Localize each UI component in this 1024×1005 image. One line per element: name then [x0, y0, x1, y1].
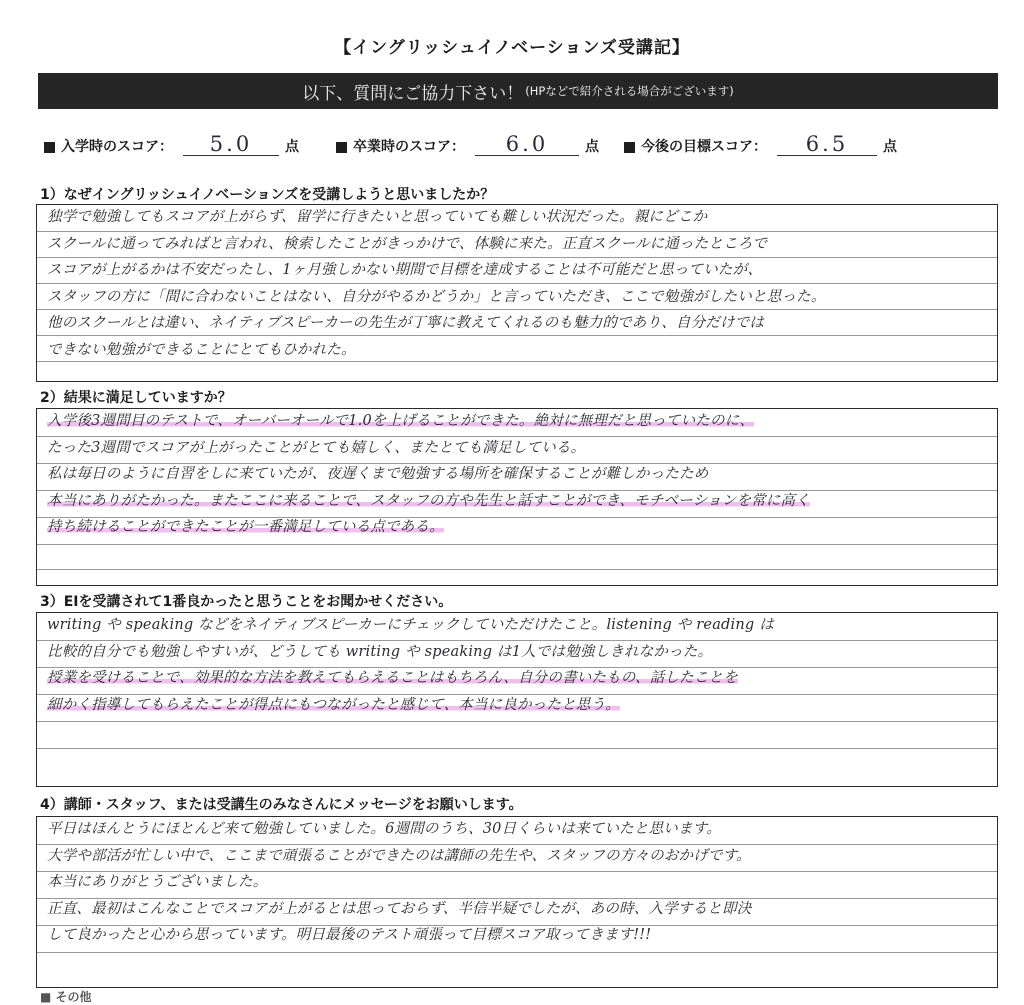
question-1-label: 1）なぜイングリッシュイノベーションズを受講しようと思いましたか？	[40, 187, 495, 203]
answer-line: 独学で勉強してもスコアが上がらず、留学に行きたいと思っていても難しい状況だった。親にどこか	[47, 209, 708, 225]
answer-3-text	[37, 613, 997, 719]
banner-main-text: 以下、質問にご協力下さい！	[302, 83, 524, 104]
answer-line: スタッフの方に「間に合わないことはない、自分がやるかどうか」と言っていただき、ここで勉強がしたいと思った。	[47, 288, 826, 305]
answer-line	[47, 666, 987, 693]
bullet-square-icon	[44, 142, 55, 153]
highlighted-text: 細かく指導してもらえたことが得点にもつながったと感じて、本当に良かったと思う。	[47, 696, 621, 713]
question-2-label: 2）結果に満足していますか？	[40, 390, 232, 406]
graduation-score-value: 6.0	[475, 133, 579, 156]
highlighted-text: 授業を受けることで、効果的な方法を教えてもらえることはもちろん、自分の書いたもの、話したことを	[47, 670, 738, 686]
answer-line: 正直、最初はこんなことでスコアが上がるとは思っておらず、半信半疑でしたが、あの時、入学すると即決	[47, 900, 752, 917]
answer-line: 私は毎日のように自習をしに来ていたが、夜遅くまで勉強する場所を確保することが難しかったため	[47, 466, 709, 482]
answer-line: writing や speaking などをネイティブスピーカーにチェックしていただけたこと。listening や reading は	[47, 617, 774, 633]
answer-line: して良かったと心から思っています。明日最後のテスト頑張って目標スコア取ってきます!!!	[47, 927, 652, 943]
question-4-label: 4）講師・スタッフ、または受講生のみなさんにメッセージをお願いします。	[40, 797, 523, 813]
form-title: 【イングリッシュイノベーションズ受講記】	[334, 38, 690, 58]
answer-line: 本当にありがとうございました。	[47, 874, 268, 890]
question-3-label: 3）EIを受講されて1番良かったと思うことをお聞かせください。	[40, 594, 453, 610]
answer-line	[47, 693, 987, 720]
answer-box-1	[36, 204, 998, 382]
answer-line: 大学や部活が忙しい中で、ここまで頑張ることができたのは講師の先生や、スタッフの方々のおかげです。	[47, 847, 751, 864]
score-row	[44, 133, 1004, 157]
graduation-score-label: 卒業時のスコア：	[353, 139, 465, 155]
answer-2-text	[37, 409, 997, 542]
bullet-square-icon	[336, 142, 347, 153]
answer-box-3	[36, 612, 998, 787]
highlighted-text: 本当にありがたかった。またここに来ることで、スタッフの方や先生と話すことができ、モチベーションを常に高く	[47, 492, 810, 509]
answer-line: 他のスクールとは違い、ネイティブスピーカーの先生が丁寧に教えてくれるのも魅力的であり、自分だけでは	[47, 315, 765, 331]
graduation-score	[336, 133, 599, 156]
answer-box-4	[36, 816, 998, 988]
answer-4-text	[37, 817, 997, 950]
graduation-score-unit: 点	[585, 139, 599, 155]
answer-line	[47, 489, 987, 516]
answer-line	[47, 515, 987, 542]
target-score-value: 6.5	[777, 133, 877, 156]
bullet-square-icon	[624, 142, 635, 153]
answer-line: 比較的自分でも勉強しやすいが、どうしても writing や speaking は1人では勉強しきれなかった。	[47, 643, 713, 660]
banner-note-text: (HPなどで紹介される場合がございます)	[525, 84, 734, 98]
answer-line: できない勉強ができることにとてもひかれた。	[47, 341, 356, 358]
entry-score-label: 入学時のスコア：	[61, 139, 173, 155]
target-score	[624, 133, 897, 156]
answer-line: スコアが上がるかは不安だったし、1ヶ月強しかない期間で目標を達成することは不可能だと思っていたが、	[47, 262, 763, 278]
instruction-banner	[38, 73, 998, 109]
answer-box-2	[36, 408, 998, 586]
answer-line: たった3週間でスコアが上がったことがとても嬉しく、またとても満足している。	[47, 439, 586, 456]
answer-line	[47, 409, 987, 436]
answer-line: 平日はほんとうにほとんど来て勉強していました。6週間のうち、30日くらいは来ていたと思います。	[47, 821, 721, 837]
entry-score-unit: 点	[285, 139, 299, 155]
target-score-unit: 点	[883, 139, 897, 155]
answer-line: スクールに通ってみればと言われ、検索したことがきっかけで、体験に来た。正直スクールに通ったところで	[47, 235, 768, 252]
target-score-label: 今後の目標スコア：	[641, 139, 767, 155]
highlighted-text: 持ち続けることができたことが一番満足している点である。	[47, 519, 444, 535]
answer-1-text	[37, 205, 997, 364]
entry-score	[44, 133, 299, 156]
highlighted-text: 入学後3週間目のテストで、オーバーオールで1.0を上げることができた。絶対に無理だと思っていたのに、	[47, 413, 755, 429]
entry-score-value: 5.0	[183, 133, 279, 156]
footer-label: ■ その他	[40, 990, 92, 1004]
